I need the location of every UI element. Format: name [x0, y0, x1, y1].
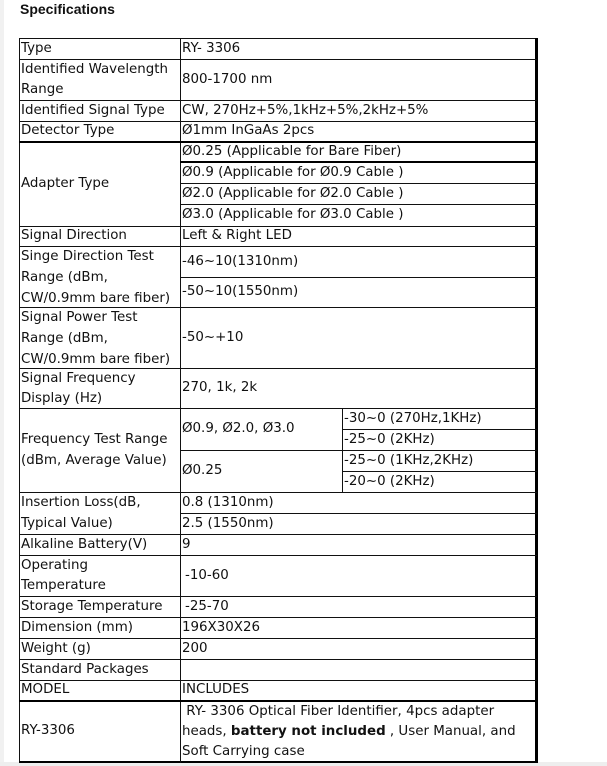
spec-value-insertion-loss: 2.5 (1550nm) [182, 515, 274, 531]
label-line: Singe Direction Test [21, 249, 154, 264]
spec-label-weight: Weight (g) [21, 640, 91, 656]
spec-value-operating-temp: -10-60 [185, 567, 229, 583]
includes-text: , User Manual, and Soft Carrying case [182, 724, 520, 759]
label-line: (dBm, Average Value) [21, 452, 167, 468]
spec-label-operating-temp [20, 556, 180, 596]
spec-label-dimension: Dimension (mm) [21, 619, 133, 635]
battery-note: battery not included [230, 724, 386, 739]
spec-label-battery: Alkaline Battery(V) [21, 536, 148, 552]
freq-range-value: -25~0 (2KHz) [344, 431, 435, 447]
label-line: Display (Hz) [21, 390, 103, 406]
spec-label-storage-temp: Storage Temperature [21, 598, 163, 614]
package-model: RY-3306 [21, 723, 75, 739]
spec-label-adapter: Adapter Type [21, 176, 110, 192]
spec-value-storage-temp: -25-70 [185, 598, 229, 614]
freq-range-value: -25~0 (1KHz,2KHz) [344, 452, 474, 468]
spec-value-signal-type: CW, 270Hz+5%,1kHz+5%,2kHz+5% [182, 102, 429, 118]
label-line: Temperature [21, 578, 106, 593]
spec-label-standard-packages: Standard Packages [21, 661, 149, 677]
label-line: Typical Value) [21, 515, 113, 531]
label-line: CW/0.9mm bare fiber) [21, 351, 171, 367]
table-border-right [535, 38, 538, 763]
spec-value-type: RY- 3306 [182, 40, 241, 56]
spec-value-signal-direction: Left & Right LED [182, 228, 292, 244]
spec-value-detector: Ø1mm InGaAs 2pcs [182, 123, 315, 139]
spec-label-single-direction [20, 247, 180, 307]
packages-header-includes: INCLUDES [182, 682, 250, 698]
spec-value-standard-packages [181, 660, 535, 680]
spec-label-signal-direction: Signal Direction [21, 228, 127, 244]
spec-value-dimension: 196X30X26 [182, 619, 260, 635]
freq-range-value: -30~0 (270Hz,1KHz) [344, 410, 482, 426]
spec-value-adapter: Ø2.0 (Applicable for Ø2.0 Cable ) [182, 185, 404, 201]
spec-value-adapter: Ø0.9 (Applicable for Ø0.9 Cable ) [182, 164, 404, 180]
label-line: Frequency Test Range [21, 431, 168, 447]
spec-value-insertion-loss: 0.8 (1310nm) [182, 494, 274, 510]
spec-value-battery: 9 [182, 536, 191, 552]
spec-label-frequency-test [20, 409, 180, 492]
spec-label-wavelength [20, 60, 180, 100]
packages-header-model: MODEL [21, 682, 70, 698]
label-line: Insertion Loss(dB, [21, 495, 141, 510]
table-border-bottom [19, 761, 538, 763]
package-includes [181, 702, 533, 761]
spec-value-single-direction: -50~10(1550nm) [182, 284, 299, 300]
spec-value-wavelength: 800-1700 nm [182, 71, 273, 87]
spec-label-insertion-loss [20, 493, 180, 534]
spec-label-type: Type [21, 40, 52, 56]
freq-range-value: -20~0 (2KHz) [344, 473, 435, 489]
freq-group-adapter: Ø0.9, Ø2.0, Ø3.0 [182, 421, 295, 437]
spec-label-signal-frequency [20, 369, 180, 408]
spec-value-adapter: Ø0.25 (Applicable for Bare Fiber) [182, 143, 402, 159]
label-line: Range (dBm, [21, 269, 108, 285]
freq-group-adapter: Ø0.25 [182, 463, 223, 479]
label-line: Operating [21, 558, 88, 573]
page-title: Specifications [20, 1, 115, 17]
includes-text: RY- 3306 Optical Fiber Identifier, 4pcs adapter heads, [182, 704, 499, 739]
spec-label-signal-type: Identified Signal Type [21, 102, 165, 118]
spec-value-single-direction: -46~10(1310nm) [182, 253, 299, 269]
label-line: Signal Power Test [21, 310, 138, 325]
spec-value-signal-power: -50~+10 [182, 329, 244, 345]
spec-value-adapter: Ø3.0 (Applicable for Ø3.0 Cable ) [182, 207, 404, 223]
spec-value-weight: 200 [182, 640, 208, 656]
page-left-gutter [0, 0, 4, 766]
label-line: Range [21, 81, 64, 97]
spec-value-signal-frequency: 270, 1k, 2k [182, 380, 258, 396]
label-line: Identified Wavelength [21, 62, 169, 77]
label-line: CW/0.9mm bare fiber) [21, 290, 171, 306]
spec-label-detector: Detector Type [21, 123, 115, 139]
label-line: Signal Frequency [21, 371, 136, 386]
label-line: Range (dBm, [21, 330, 108, 346]
spec-label-signal-power [20, 308, 180, 368]
